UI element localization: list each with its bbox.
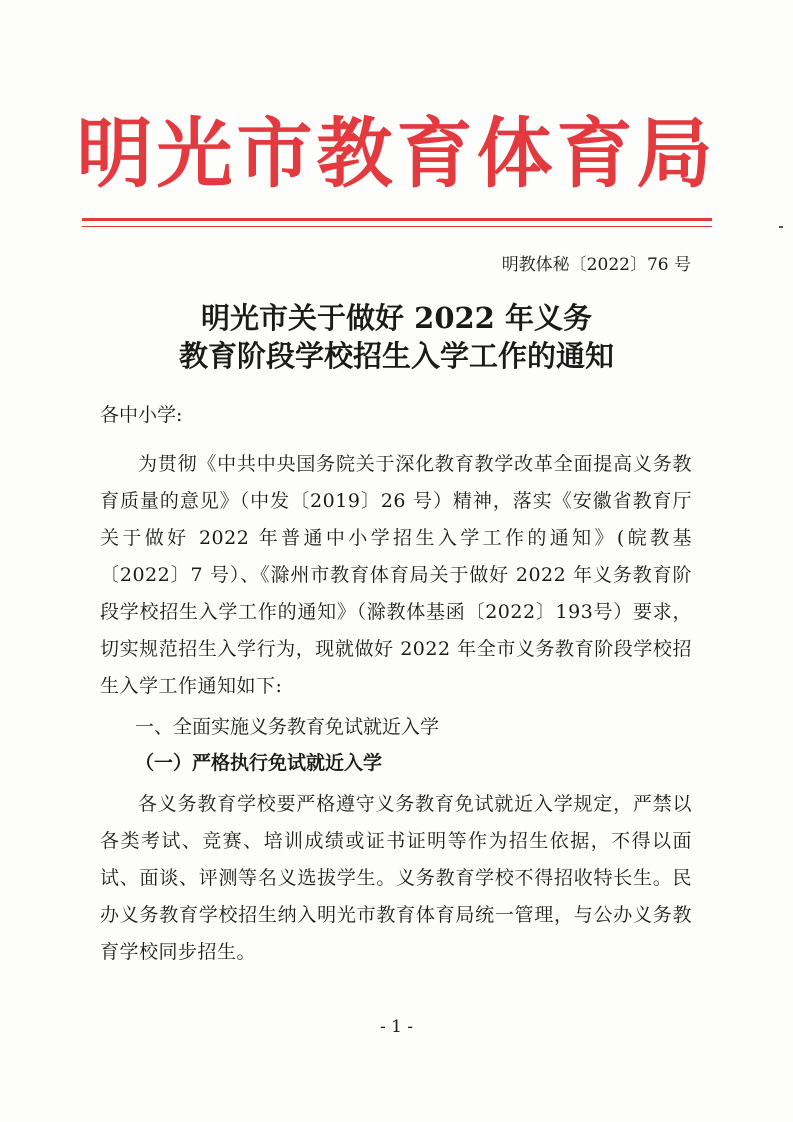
red-header-rule: [82, 218, 712, 221]
red-header-rule-thin: [82, 226, 712, 227]
body-paragraph-admission-rules: 各义务教育学校要严格遵守义务教育免试就近入学规定，严禁以各类考试、竞赛、培训成绩或证书证明等作为招生依据，不得以面试、面谈、评测等名义选拔学生。义务教育学校不得招收特长生。民办义务教育学校招生纳入明光市教育体育局统一管理，与公办义务教育学校同步招生。: [100, 793, 692, 963]
salutation: 各中小学:: [100, 404, 183, 426]
document-number: 明教体秘〔2022〕76 号: [501, 255, 691, 275]
margin-mark: [779, 226, 783, 228]
subsection-heading-1-1: （一）严格执行免试就近入学: [135, 752, 383, 774]
document-title-line-2: 教育阶段学校招生入学工作的通知: [178, 339, 614, 373]
body-paragraph-intro: 为贯彻《中共中央国务院关于深化教育教学改革全面提高义务教育质量的意见》（中发〔2019〕26 号）精神，落实《安徽省教育厅关于做好 2022 年普通中小学招生入学工作的通知》(皖教基〔2022〕7 号）、《滁州市教育体育局关于做好 2022 年义务教育阶段学校招生入学工作的通知》（滁教体基函〔2022〕193号）要求，切实规范招生入学行为，现就做好 2022 年全市义务教育阶段学校招生入学工作通知如下:: [100, 453, 692, 697]
document-title-line-1: 明光市关于做好 2022 年义务: [201, 301, 592, 335]
section-heading-1: 一、全面实施义务教育免试就近入学: [135, 716, 440, 738]
page-number: - 1 -: [379, 1017, 414, 1037]
masthead-title: 明光市教育体育局: [76, 109, 717, 198]
